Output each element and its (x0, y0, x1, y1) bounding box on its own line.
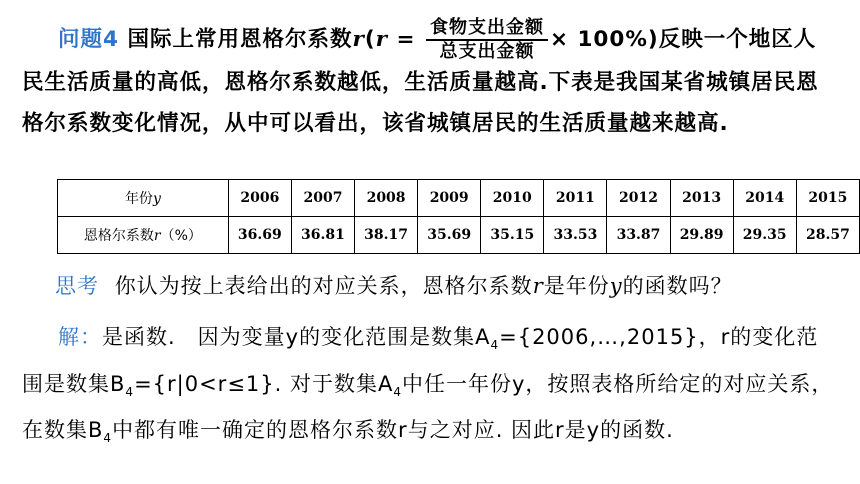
paren-open: ( (364, 27, 376, 52)
year-cell: 2014 (733, 180, 796, 217)
engel-cell: 33.53 (544, 217, 607, 254)
times-100-percent: × 100%) (549, 27, 659, 52)
think-label: 思考 (55, 274, 99, 298)
engel-cell: 38.17 (355, 217, 418, 254)
think-var-y: y (609, 274, 623, 298)
think-var-r: r (532, 274, 544, 298)
var-r: r (352, 27, 365, 52)
year-header-var: y (152, 191, 161, 207)
engel-row (58, 217, 860, 254)
year-row (58, 180, 860, 217)
engel-header-text: 恩格尔系数 (83, 228, 154, 244)
year-cell: 2013 (670, 180, 733, 217)
problem-text-before: 国际上常用恩格尔系数 (127, 27, 353, 52)
think-text-a: 你认为按上表给出的对应关系，恩格尔系数 (114, 274, 533, 298)
subscript: 4 (490, 338, 500, 353)
solution-text-4: 中任一年份y，按照表格所给定的对应关系，在数集B (22, 371, 834, 443)
solution-text-3: ={r|0<r≤1}. 对于数集A (134, 371, 394, 396)
fraction-denominator: 总支出金额 (439, 41, 535, 62)
solution-label: 解： (58, 325, 102, 349)
problem-text-after: 反映一个地区人民生活质量的高低，恩格尔系数越低，生活质量越高.下表是我国某省城镇居民恩格尔系数变化情况，从中可以看出，该省城镇居民的生活质量越来越高. (22, 27, 819, 136)
year-cell: 2009 (418, 180, 481, 217)
engel-cell: 35.69 (418, 217, 481, 254)
think-text-b: 是年份 (543, 274, 610, 298)
engel-header-var: r (153, 228, 161, 244)
engel-cell: 29.89 (670, 217, 733, 254)
engel-cell: 36.69 (228, 217, 291, 254)
engel-cell: 36.81 (291, 217, 354, 254)
subscript: 4 (125, 384, 135, 399)
engel-cell: 33.87 (607, 217, 670, 254)
problem-label: 问题4 (58, 27, 119, 52)
engel-table (57, 179, 860, 254)
solution-text-2: ={2006,…,2015}，r的变化范围是数集B (22, 325, 819, 396)
year-cell: 2012 (607, 180, 670, 217)
solution-text-1: 是函数. 因为变量y的变化范围是数集A (102, 325, 491, 349)
year-cell: 2007 (291, 180, 354, 217)
fraction-numerator: 食物支出金额 (426, 18, 548, 41)
equation-lhs: r = (375, 27, 416, 52)
think-text-c: 的函数吗？ (622, 274, 733, 298)
engel-cell: 28.57 (796, 217, 859, 254)
subscript: 4 (393, 384, 402, 399)
year-cell: 2011 (544, 180, 607, 217)
engel-header (58, 217, 229, 254)
solution-paragraph (22, 318, 837, 458)
engel-cell: 35.15 (481, 217, 544, 254)
solution-text-5: 中都有唯一确定的恩格尔系数r与之对应. 因此r是y的函数. (112, 418, 674, 443)
engel-header-unit: （%） (160, 228, 202, 244)
engel-cell: 29.35 (733, 217, 796, 254)
year-cell: 2008 (355, 180, 418, 217)
subscript: 4 (103, 431, 113, 446)
year-cell: 2010 (481, 180, 544, 217)
year-header (58, 180, 229, 217)
year-cell: 2015 (796, 180, 859, 217)
problem-paragraph (22, 18, 837, 144)
year-cell: 2006 (228, 180, 291, 217)
think-paragraph (55, 271, 860, 301)
fraction (426, 18, 548, 62)
year-header-text: 年份 (124, 191, 153, 207)
